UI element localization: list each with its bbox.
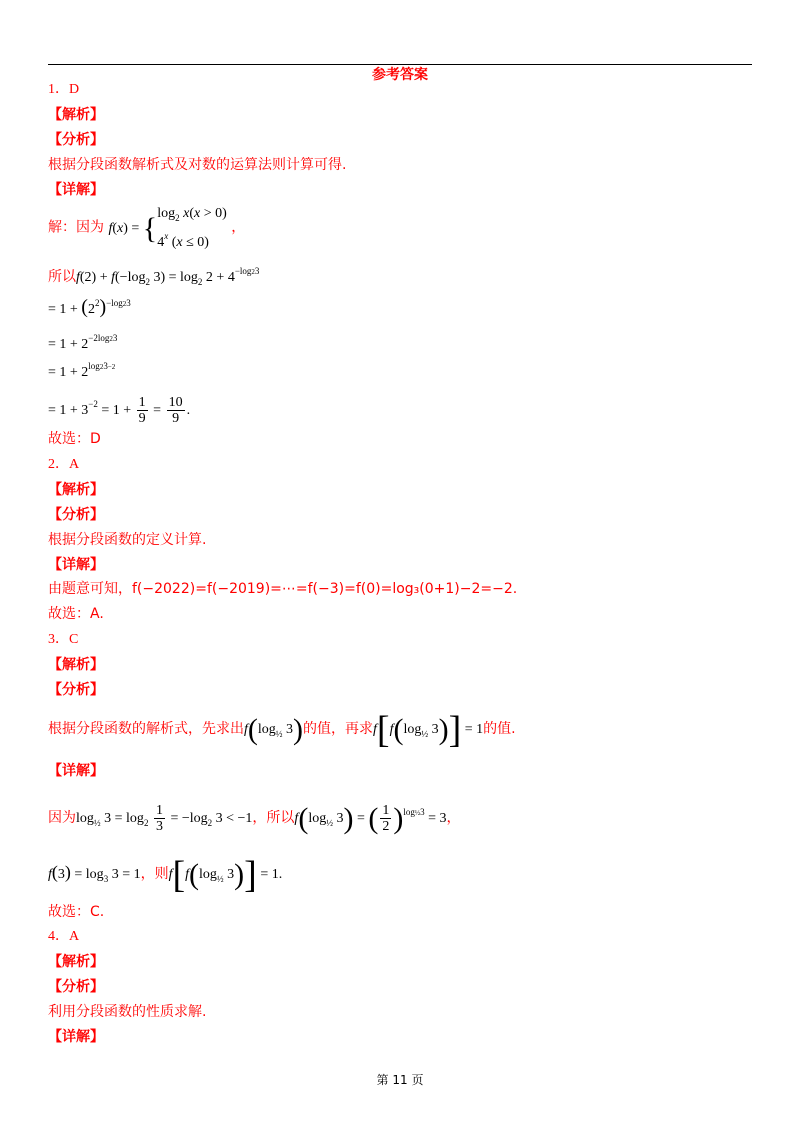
- q1-step-1: 所以$f(2) + f(-\log_2$ $3) = \log_2 2 + 4^{-log23}$: [48, 266, 260, 287]
- q3-step-2: $f(3) = \log_3 3 = 1$，则$f[f(\log_{\frac{1}{2}}$ 3)] = 1.: [48, 853, 283, 896]
- q4-heading-fenxi: 【分析】: [48, 979, 104, 995]
- q1-step-4: = $1 + 2^{log23-2}$: [48, 361, 116, 380]
- question-3-answer: 3．C: [48, 632, 79, 647]
- q4-heading-jiexi: 【解析】: [48, 954, 104, 970]
- q1-step-5: = $1 + 3^{-2} = 1$ + $\frac{1}{9}$ = $\frac{10}{9}$ .: [48, 395, 191, 427]
- q1-step-3: = $1 + 2^{-2log23}$: [48, 333, 118, 352]
- q3-choice: 故选：C.: [48, 904, 105, 920]
- q2-analysis: 根据分段函数的定义计算.: [48, 532, 207, 548]
- question-2-answer: 2．A: [48, 457, 80, 472]
- q1-definition: 解：因为 f(x) = { $\log_2 x(x > 0)$ 4$^x$ (x ≤ 0) ，: [48, 206, 246, 250]
- q1-heading-fenxi: 【分析】: [48, 132, 104, 148]
- q1-piecewise-formula: f(x) = { $\log_2 x(x > 0)$ 4$^x$ (x ≤ 0): [108, 206, 227, 250]
- page-number: 第 11 页: [376, 1073, 424, 1087]
- q3-step-1: 因为$\log_{\frac{1}{2}} 3 = \log_2$ $\frac{1}{3}$ = $-\log_2$ 3 < −1，所以$f(\log_{\frac{1}{2}}$ 3) = ( $\frac{1}{2}$ )$^{log\frac{1}{2}3}$ = 3，: [48, 801, 461, 835]
- question-1-answer: 1．D: [48, 82, 80, 97]
- page-title: 参考答案: [372, 67, 428, 83]
- question-4-answer: 4．A: [48, 929, 80, 944]
- q2-heading-jiexi: 【解析】: [48, 482, 104, 498]
- q3-analysis: 根据分段函数的解析式，先求出$f(\log_{\frac{1}{2}}$ 3)的值，再求$f[f(\log_{\frac{1}{2}}$ 3)] = 1的值.: [48, 708, 516, 751]
- q2-heading-fenxi: 【分析】: [48, 507, 104, 523]
- q2-heading-xiangjie: 【详解】: [48, 557, 104, 573]
- q2-detail: 由题意可知，f(−2022)=f(−2019)=⋯=f(−3)=f(0)=log₃(0+1)−2=−2.: [48, 581, 518, 597]
- q4-analysis: 利用分段函数的性质求解.: [48, 1004, 207, 1020]
- q3-heading-xiangjie: 【详解】: [48, 763, 104, 779]
- q1-analysis: 根据分段函数解析式及对数的运算法则计算可得.: [48, 157, 347, 173]
- q2-choice: 故选：A.: [48, 606, 104, 622]
- q1-heading-xiangjie: 【详解】: [48, 182, 104, 198]
- q1-step-2: = $1 + (2^2)^{-log23}$: [48, 296, 131, 318]
- q3-heading-fenxi: 【分析】: [48, 682, 104, 698]
- q4-heading-xiangjie: 【详解】: [48, 1029, 104, 1045]
- q1-choice: 故选：D: [48, 431, 101, 447]
- q1-heading-jiexi: 【解析】: [48, 107, 104, 123]
- q3-heading-jiexi: 【解析】: [48, 657, 104, 673]
